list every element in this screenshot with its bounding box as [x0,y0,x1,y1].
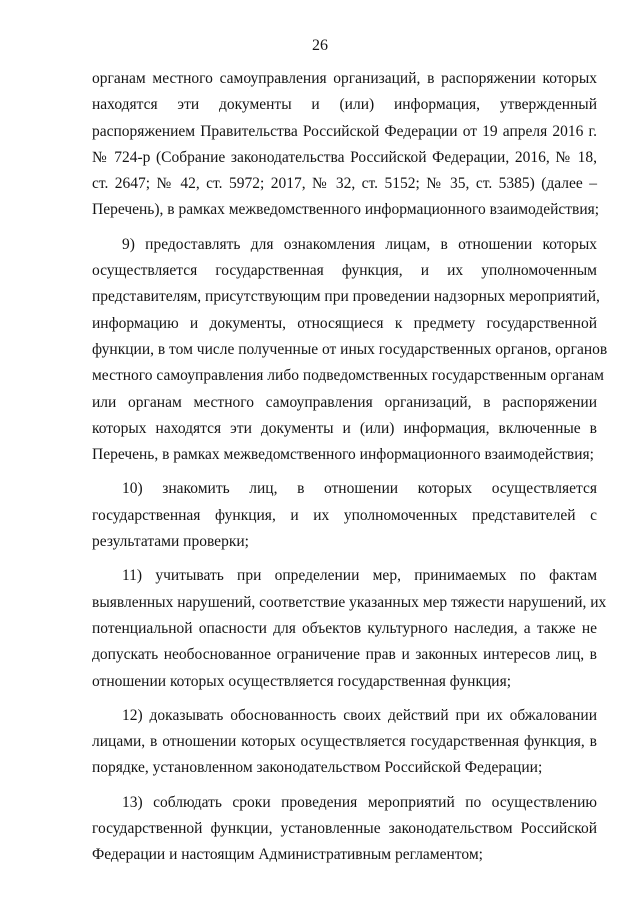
paragraph-item-9 [92,232,608,469]
text-line: органам местного самоуправления организаций, в распоряжении которых [92,70,597,87]
text-line: государственной функции, установленные законодательством Российской [92,820,597,838]
text-line: 12) доказывать обоснованность своих действий при их обжаловании [122,706,597,724]
text-line: функции, в том числе полученные от иных государственных органов, органов [92,340,608,358]
text-line: Федерации и настоящим Административным регламентом; [92,846,483,864]
text-line: местного самоуправления либо подведомственных государственным органам [92,367,604,385]
paragraph-continuation [92,66,600,224]
text-line: лицами, в отношении которых осуществляется государственная функция, в [92,733,597,751]
text-line: 11) учитывать при определении мер, принимаемых по фактам [122,567,597,585]
text-line: информацию и документы, относящиеся к предмету государственной [92,314,597,332]
text-line: или органам местного самоуправления организаций, в распоряжении [92,393,597,411]
paragraph-item-10 [92,476,597,555]
text-line: выявленных нарушений, соответствие указанных мер тяжести нарушений, их [92,593,607,611]
text-line: находятся эти документы и (или) информация, утвержденный [92,96,597,114]
text-line: потенциальной опасности для объектов культурного наследия, а также не [92,619,597,637]
text-line: 9) предоставлять для ознакомления лицам, в отношении которых [122,235,597,253]
text-line: которых находятся эти документы и (или) информация, включенные в [92,419,597,437]
document-body [92,66,608,877]
text-line: представителям, присутствующим при проведении надзорных мероприятий, [92,288,600,306]
text-line: ст. 2647; № 42, ст. 5972; 2017, № 32, ст. 5152; № 35, ст. 5385) (далее – [92,175,597,193]
text-line: Перечень), в рамках межведомственного информационного взаимодействия; [92,201,600,219]
text-line: 10) знакомить лиц, в отношении которых осуществляется [122,480,597,498]
text-line: порядке, установленном законодательством Российской Федерации; [92,759,543,777]
text-line: Перечень, в рамках межведомственного информационного взаимодействия; [92,446,594,464]
page-number: 26 [312,37,328,54]
text-line: отношении которых осуществляется государственная функция; [92,672,512,690]
text-line: № 724-р (Собрание законодательства Российской Федерации, 2016, № 18, [92,148,597,166]
text-line: допускать необоснованное ограничение прав и законных интересов лиц, в [92,646,597,664]
text-line: государственная функция, и их уполномоченных представителей с [92,506,597,524]
text-line: распоряжением Правительства Российской Федерации от 19 апреля 2016 г. [92,122,597,140]
text-line: осуществляется государственная функция, и их уполномоченным [92,262,597,280]
paragraph-item-12 [92,703,597,782]
paragraph-item-13 [92,790,597,869]
paragraph-item-11 [92,563,607,694]
text-line: 13) соблюдать сроки проведения мероприятий по осуществлению [122,793,597,811]
text-line: результатами проверки; [92,533,249,551]
